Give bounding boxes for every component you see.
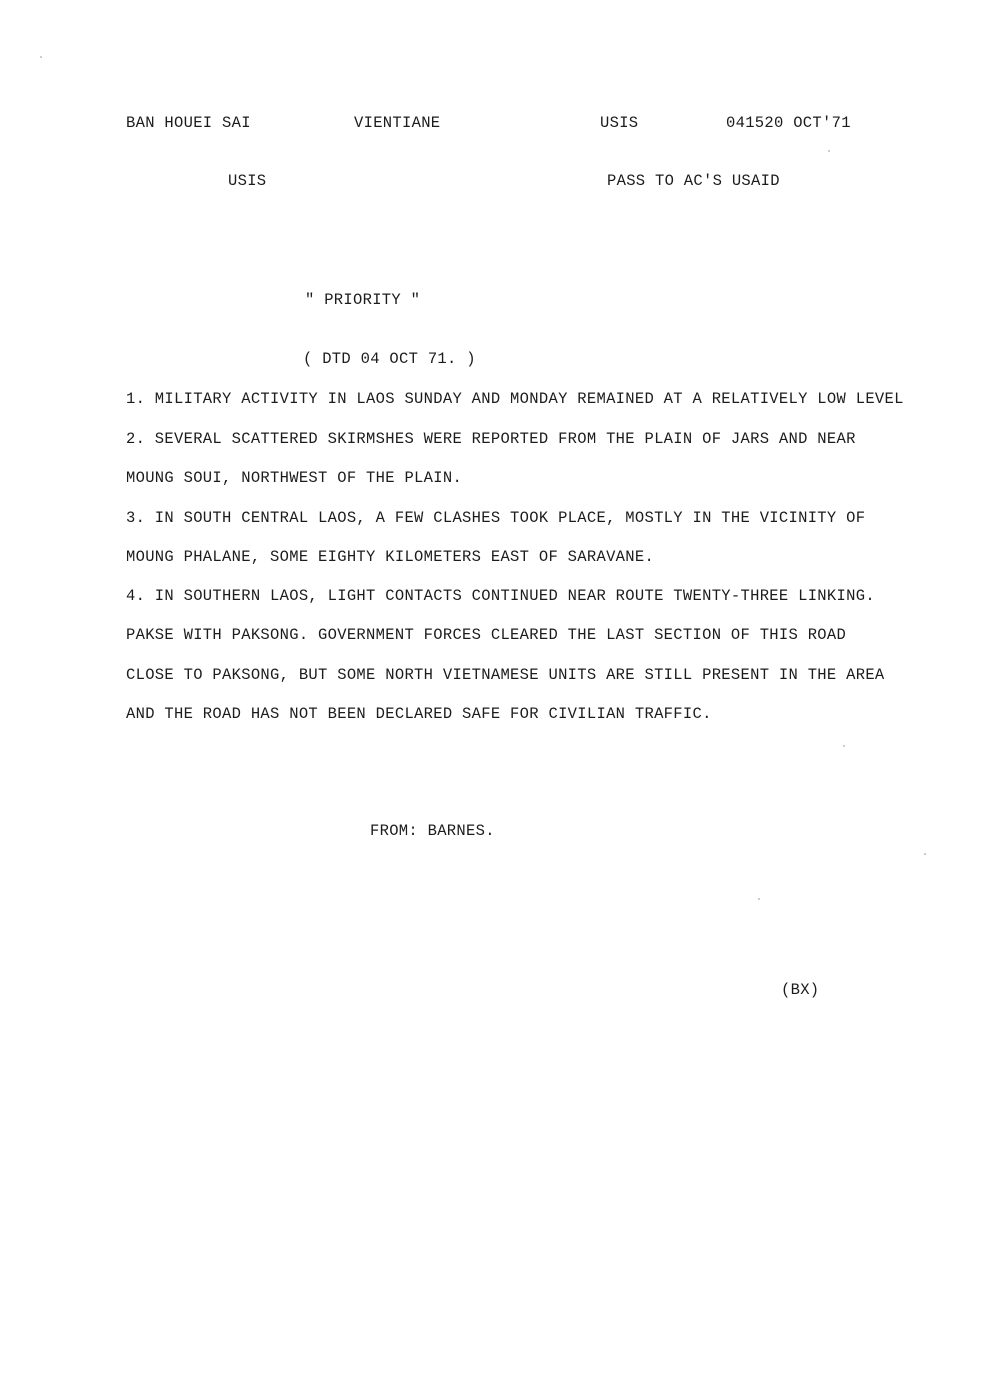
priority-label: " PRIORITY " xyxy=(305,291,421,309)
header-pass-to: PASS TO AC'S USAID xyxy=(607,172,780,190)
header-origin: BAN HOUEI SAI xyxy=(126,114,251,132)
header-city: VIENTIANE xyxy=(354,114,441,132)
body-line: MOUNG SOUI, NORTHWEST OF THE PLAIN. xyxy=(126,469,463,487)
body-line: 1. MILITARY ACTIVITY IN LAOS SUNDAY AND MONDAY REMAINED AT A RELATIVELY LOW LEVEL xyxy=(126,390,904,408)
body-line: 3. IN SOUTH CENTRAL LAOS, A FEW CLASHES TOOK PLACE, MOSTLY IN THE VICINITY OF xyxy=(126,509,866,527)
body-line: CLOSE TO PAKSONG, BUT SOME NORTH VIETNAMESE UNITS ARE STILL PRESENT IN THE AREA xyxy=(126,666,885,684)
body-line: 4. IN SOUTHERN LAOS, LIGHT CONTACTS CONTINUED NEAR ROUTE TWENTY-THREE LINKING. xyxy=(126,587,875,605)
scan-speck xyxy=(828,150,830,152)
from-line: FROM: BARNES. xyxy=(370,822,495,840)
header-agency: USIS xyxy=(600,114,639,132)
scan-speck xyxy=(843,745,845,747)
body-line: PAKSE WITH PAKSONG. GOVERNMENT FORCES CLEARED THE LAST SECTION OF THIS ROAD xyxy=(126,626,847,644)
header-to: USIS xyxy=(228,172,267,190)
operator-initials: (BX) xyxy=(781,981,820,999)
scan-speck xyxy=(40,56,42,58)
body-line: 2. SEVERAL SCATTERED SKIRMSHES WERE REPORTED FROM THE PLAIN OF JARS AND NEAR xyxy=(126,430,856,448)
dated-line: ( DTD 04 OCT 71. ) xyxy=(303,350,476,368)
scan-speck xyxy=(758,898,760,900)
header-dtg: 041520 OCT'71 xyxy=(726,114,851,132)
body-line: AND THE ROAD HAS NOT BEEN DECLARED SAFE FOR CIVILIAN TRAFFIC. xyxy=(126,705,712,723)
scan-speck xyxy=(924,853,926,855)
body-line: MOUNG PHALANE, SOME EIGHTY KILOMETERS EAST OF SARAVANE. xyxy=(126,548,655,566)
